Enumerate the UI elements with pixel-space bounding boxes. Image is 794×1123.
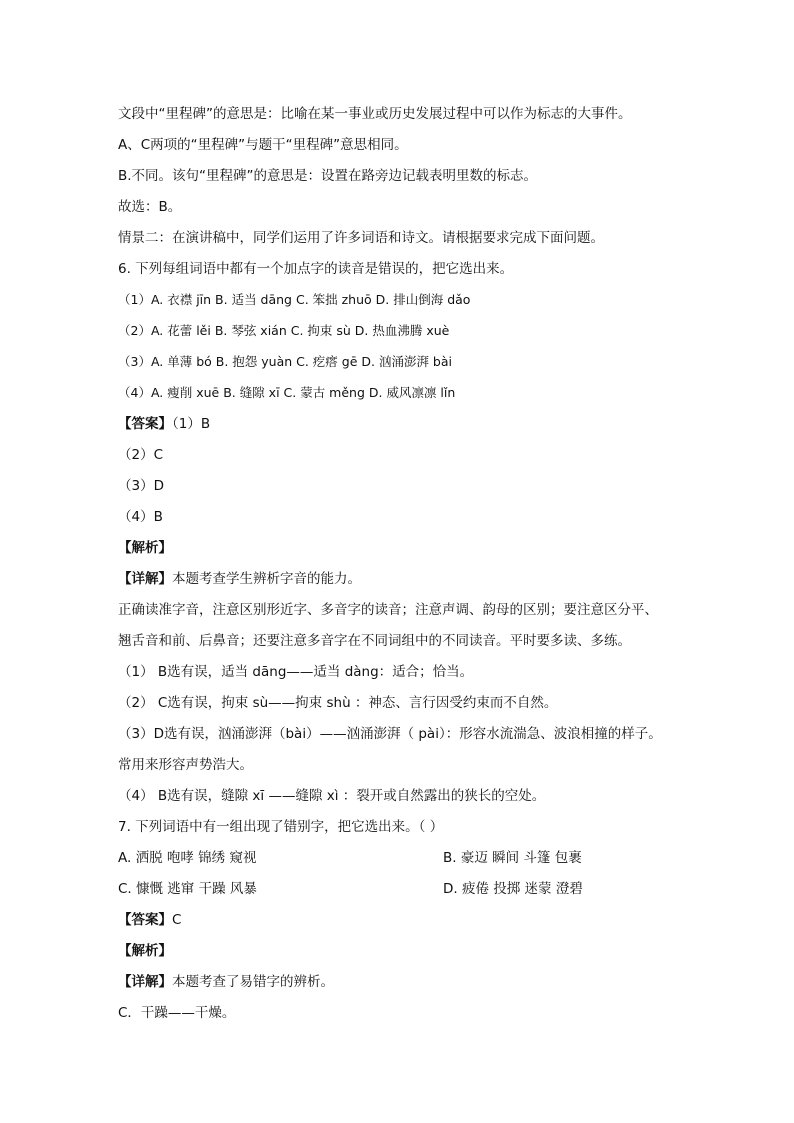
- question-6-item-3: （3）A. 单薄 bó B. 抱怨 yuàn C. 疙瘩 gē D. 汹涌澎湃 bài: [118, 354, 452, 369]
- detail-line: [118, 972, 718, 992]
- answer-label: 【答案】: [118, 912, 172, 928]
- detail-text: 本题考查学生辨析字音的能力。: [172, 571, 361, 587]
- text-line: 情景二：在演讲稿中，同学们运用了许多词语和诗文。请根据要求完成下面问题。: [118, 230, 604, 246]
- question-6-item-2: （2）A. 花蕾 lěi B. 琴弦 xián C. 拘束 sù D. 热血沸腾 xuè: [118, 323, 450, 338]
- text-line: B.不同。该句“里程碑”的意思是：设置在路旁边记载表明里数的标志。: [118, 168, 538, 184]
- option-c: C. 慷慨 逃窜 干躁 风暴: [118, 881, 257, 897]
- explanation-line: （4） B选有误，缝隙 xī ——缝隙 xì ：裂开或自然露出的狭长的空处。: [118, 788, 546, 804]
- explanation-line: （1） B选有误，适当 dāng——适当 dàng：适合；恰当。: [118, 664, 474, 680]
- answer-item: （3）D: [118, 478, 164, 494]
- explanation-line: 翘舌音和前、后鼻音；还要注意多音字在不同词组中的不同读音。平时要多读、多练。: [118, 633, 631, 649]
- explanation-line: 正确读准字音，注意区别形近字、多音字的读音；注意声调、韵母的区别；要注意区分平、: [118, 602, 658, 618]
- detail-line: [118, 569, 718, 589]
- text-line: A、C两项的“里程碑”与题干“里程碑”意思相同。: [118, 137, 408, 153]
- answer-item: （2）C: [118, 447, 164, 463]
- answer-item: （4）B: [118, 509, 163, 525]
- detail-label: 【详解】: [118, 571, 172, 587]
- answer-line: [118, 910, 718, 930]
- final-line: C．干躁——干燥。: [118, 1005, 236, 1021]
- option-d: D. 疲倦 投掷 迷蒙 澄碧: [443, 881, 583, 897]
- question-7-row-1: [118, 848, 718, 868]
- explanation-line: 常用来形容声势浩大。: [118, 757, 253, 773]
- question-6-stem: 6. 下列每组词语中都有一个加点字的读音是错误的，把它选出来。: [118, 261, 514, 277]
- question-6-item-4: （4）A. 瘦削 xuē B. 缝隙 xī C. 蒙古 měng D. 威风凛凛 lǐn: [118, 385, 456, 400]
- detail-text: 本题考查了易错字的辨析。: [172, 974, 334, 990]
- answer-label: 【答案】: [118, 416, 172, 432]
- option-b: B. 豪迈 瞬间 斗篷 包裹: [443, 850, 582, 866]
- text-line: 故选：B。: [118, 199, 182, 215]
- option-a: A. 洒脱 咆哮 锦绣 窥视: [118, 850, 257, 866]
- analysis-heading: 【解析】: [118, 540, 172, 556]
- answer-text: C: [172, 912, 182, 928]
- question-7-stem: 7. 下列词语中有一组出现了错别字，把它选出来。（ ）: [118, 819, 444, 835]
- analysis-heading: 【解析】: [118, 943, 172, 959]
- detail-label: 【详解】: [118, 974, 172, 990]
- question-7-row-2: [118, 879, 718, 899]
- explanation-line: （3）D选有误，汹涌澎湃（bài）——汹涌澎湃（ pài）：形容水流湍急、波浪相撞的样子。: [118, 726, 662, 742]
- answer-line: [118, 414, 718, 434]
- answer-text: （1）B: [172, 416, 211, 432]
- question-6-item-1: （1）A. 衣襟 jīn B. 适当 dāng C. 笨拙 zhuō D. 排山倒海 dǎo: [118, 292, 471, 307]
- text-line: 文段中“里程碑”的意思是：比喻在某一事业或历史发展过程中可以作为标志的大事件。: [118, 106, 632, 122]
- explanation-line: （2） C选有误，拘束 sù——拘束 shù ：神态、言行因受约束而不自然。: [118, 695, 558, 711]
